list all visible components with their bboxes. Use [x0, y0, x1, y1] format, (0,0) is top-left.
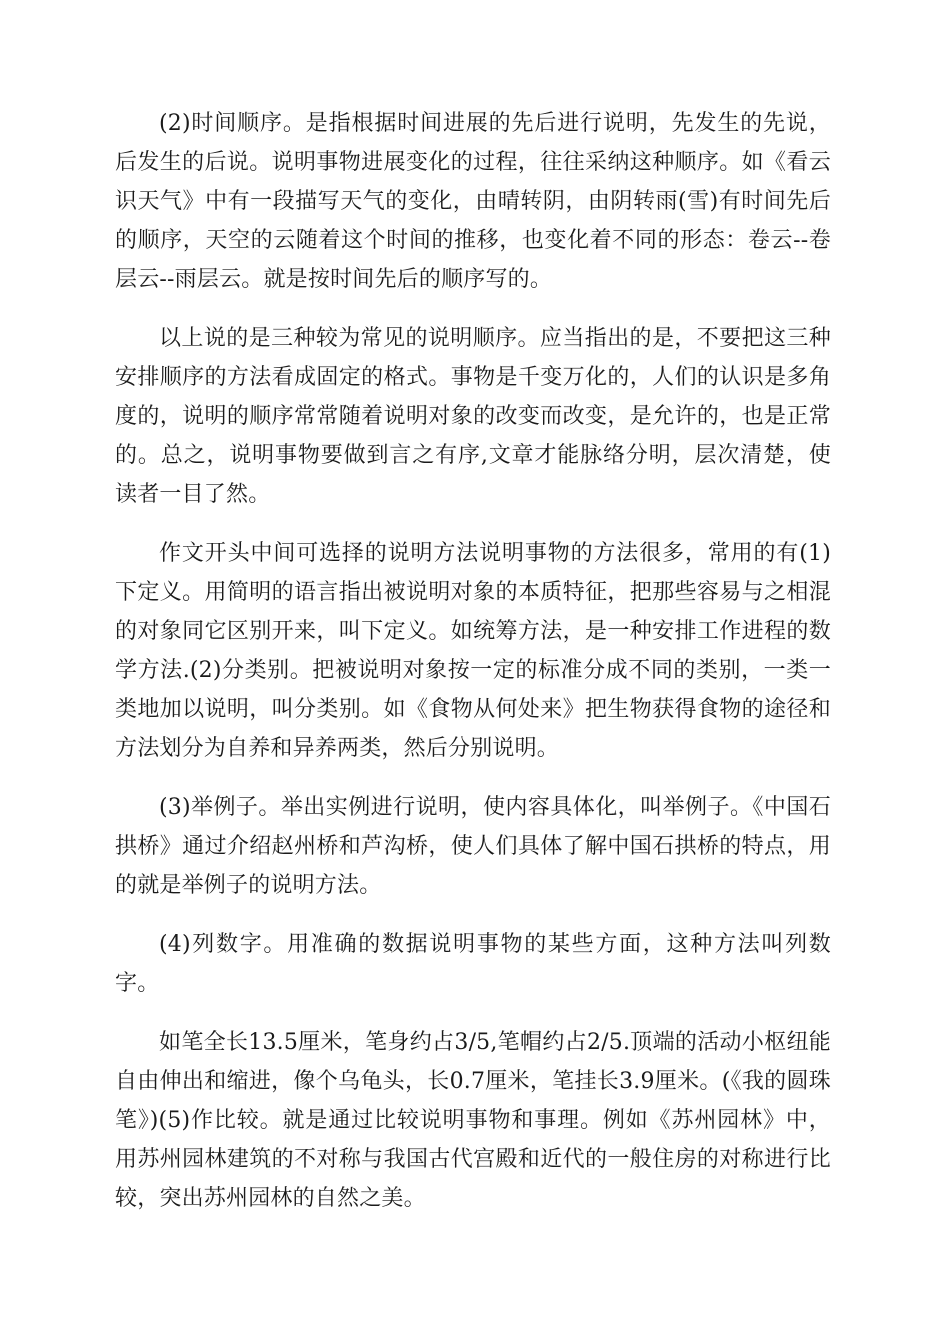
paragraph-definition-classification: 作文开头中间可选择的说明方法说明事物的方法很多，常用的有(1)下定义。用简明的语言指出被说明对象的本质特征，把那些容易与之相混的对象同它区别开来，叫下定义。如统筹方法，是一种安排工作进程的数学方法.(2)分类别。把被说明对象按一定的标准分成不同的类别，一类一类地加以说明，叫分类别。如《食物从何处来》把生物获得食物的途径和方法划分为自养和异养两类，然后分别说明。	[115, 541, 831, 761]
paragraph-comparison: 如笔全长13.5厘米，笔身约占3/5,笔帽约占2/5.顶端的活动小枢纽能自由伸出和缩进，像个乌龟头，长0.7厘米，笔挂长3.9厘米。(《我的圆珠笔》)(5)作比较。就是通过比较说明事物和事理。例如《苏州园林》中，用苏州园林建筑的不对称与我国古代宫殿和近代的一般住房的对称进行比较，突出苏州园林的自然之美。	[115, 1030, 831, 1211]
paragraph-numbers: (4)列数字。用准确的数据说明事物的某些方面，这种方法叫列数字。	[115, 932, 831, 996]
paragraph-order-summary: 以上说的是三种较为常见的说明顺序。应当指出的是，不要把这三种安排顺序的方法看成固定的格式。事物是千变万化的，人们的认识是多角度的，说明的顺序常常随着说明对象的改变而改变，是允许的，也是正常的。总之，说明事物要做到言之有序,文章才能脉络分明，层次清楚，使读者一目了然。	[115, 326, 831, 507]
paragraph-time-order: (2)时间顺序。是指根据时间进展的先后进行说明，先发生的先说，后发生的后说。说明事物进展变化的过程，往往采纳这种顺序。如《看云识天气》中有一段描写天气的变化，由晴转阴，由阴转雨(雪)有时间先后的顺序，天空的云随着这个时间的推移，也变化着不同的形态：卷云--卷层云--雨层云。就是按时间先后的顺序写的。	[115, 111, 831, 292]
paragraph-examples: (3)举例子。举出实例进行说明，使内容具体化，叫举例子。《中国石拱桥》通过介绍赵州桥和芦沟桥，使人们具体了解中国石拱桥的特点，用的就是举例子的说明方法。	[115, 795, 831, 898]
document-body	[115, 104, 831, 1238]
